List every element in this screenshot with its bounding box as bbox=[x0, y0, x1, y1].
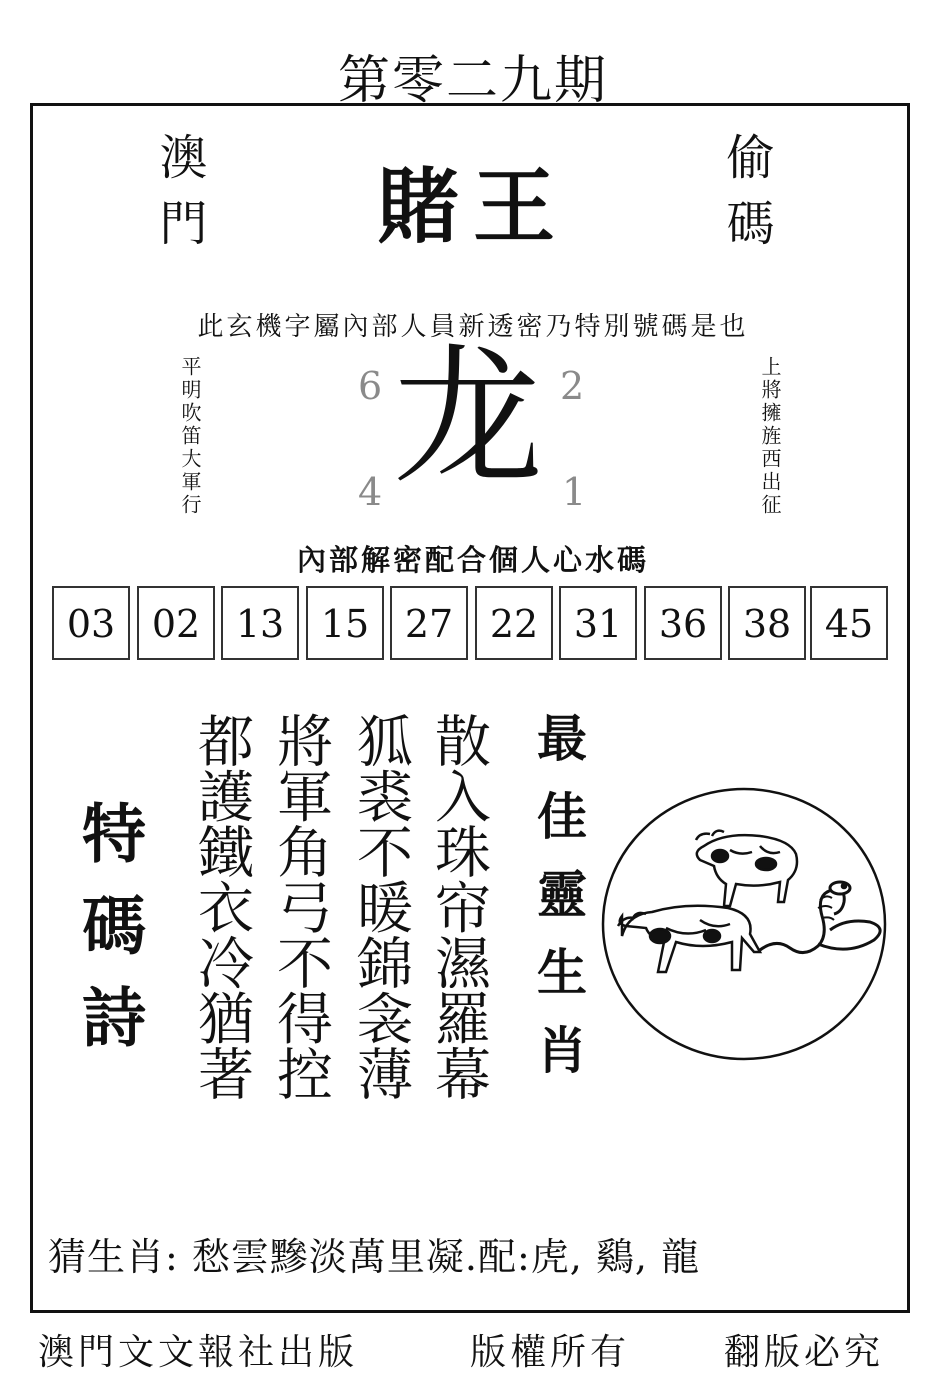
poem-line: 都護鐵衣冷猶著 bbox=[189, 712, 254, 1101]
number-cell: 38 bbox=[728, 586, 806, 660]
number-cell: 45 bbox=[810, 586, 888, 660]
number-cell: 27 bbox=[390, 586, 468, 660]
number-cell: 02 bbox=[137, 586, 215, 660]
big-character: 龙 bbox=[392, 331, 543, 505]
match-title: 內部解密配合個人心水碼 bbox=[296, 543, 649, 577]
footer-notice: 翻版必究 bbox=[724, 1332, 885, 1373]
guess-line: 猜生肖: 愁雲黲淡萬里凝.配:虎, 鷄, 龍 bbox=[48, 1235, 701, 1279]
number-cell: 13 bbox=[221, 586, 299, 660]
ox-icon bbox=[618, 906, 760, 972]
issue-title: 第零二九期 bbox=[337, 51, 608, 111]
poem-line: 散入珠帘濕羅幕 bbox=[426, 712, 491, 1101]
side-text-right: 上將擁旌西出征 bbox=[758, 356, 782, 517]
intro-line: 此玄機字屬內部人員新透密乃特別號碼是也 bbox=[197, 312, 749, 342]
footer-copyright: 版權所有 bbox=[470, 1332, 631, 1373]
main-frame bbox=[30, 103, 910, 1313]
publisher-vertical-left: 澳門 bbox=[151, 132, 207, 264]
number-cell: 22 bbox=[475, 586, 553, 660]
side-text-left: 平明吹笛大軍行 bbox=[178, 356, 202, 517]
poem-line: 將軍角弓不得控 bbox=[268, 712, 333, 1101]
poem-title: 特碼詩 bbox=[71, 800, 145, 1076]
number-cell: 36 bbox=[644, 586, 722, 660]
poem-line: 狐裘不暖錦衾薄 bbox=[348, 712, 413, 1101]
grid-number-top-left: 6 bbox=[358, 364, 383, 408]
publisher-vertical-right: 偷碼 bbox=[718, 132, 774, 264]
footer bbox=[38, 1324, 908, 1374]
grid-number-bottom-left: 4 bbox=[358, 470, 383, 514]
grid-number-bottom-right: 1 bbox=[562, 470, 587, 514]
ox-icon bbox=[696, 831, 797, 906]
main-title: 賭王 bbox=[376, 160, 569, 255]
number-cell: 03 bbox=[52, 586, 130, 660]
best-zodiac-title: 最佳靈生肖 bbox=[529, 712, 587, 1102]
number-cell: 15 bbox=[306, 586, 384, 660]
zodiac-circle bbox=[600, 786, 888, 1062]
grid-number-top-right: 2 bbox=[560, 364, 585, 408]
number-cell: 31 bbox=[559, 586, 637, 660]
footer-publisher: 澳門文文報社出版 bbox=[38, 1332, 359, 1373]
number-row bbox=[52, 586, 888, 660]
